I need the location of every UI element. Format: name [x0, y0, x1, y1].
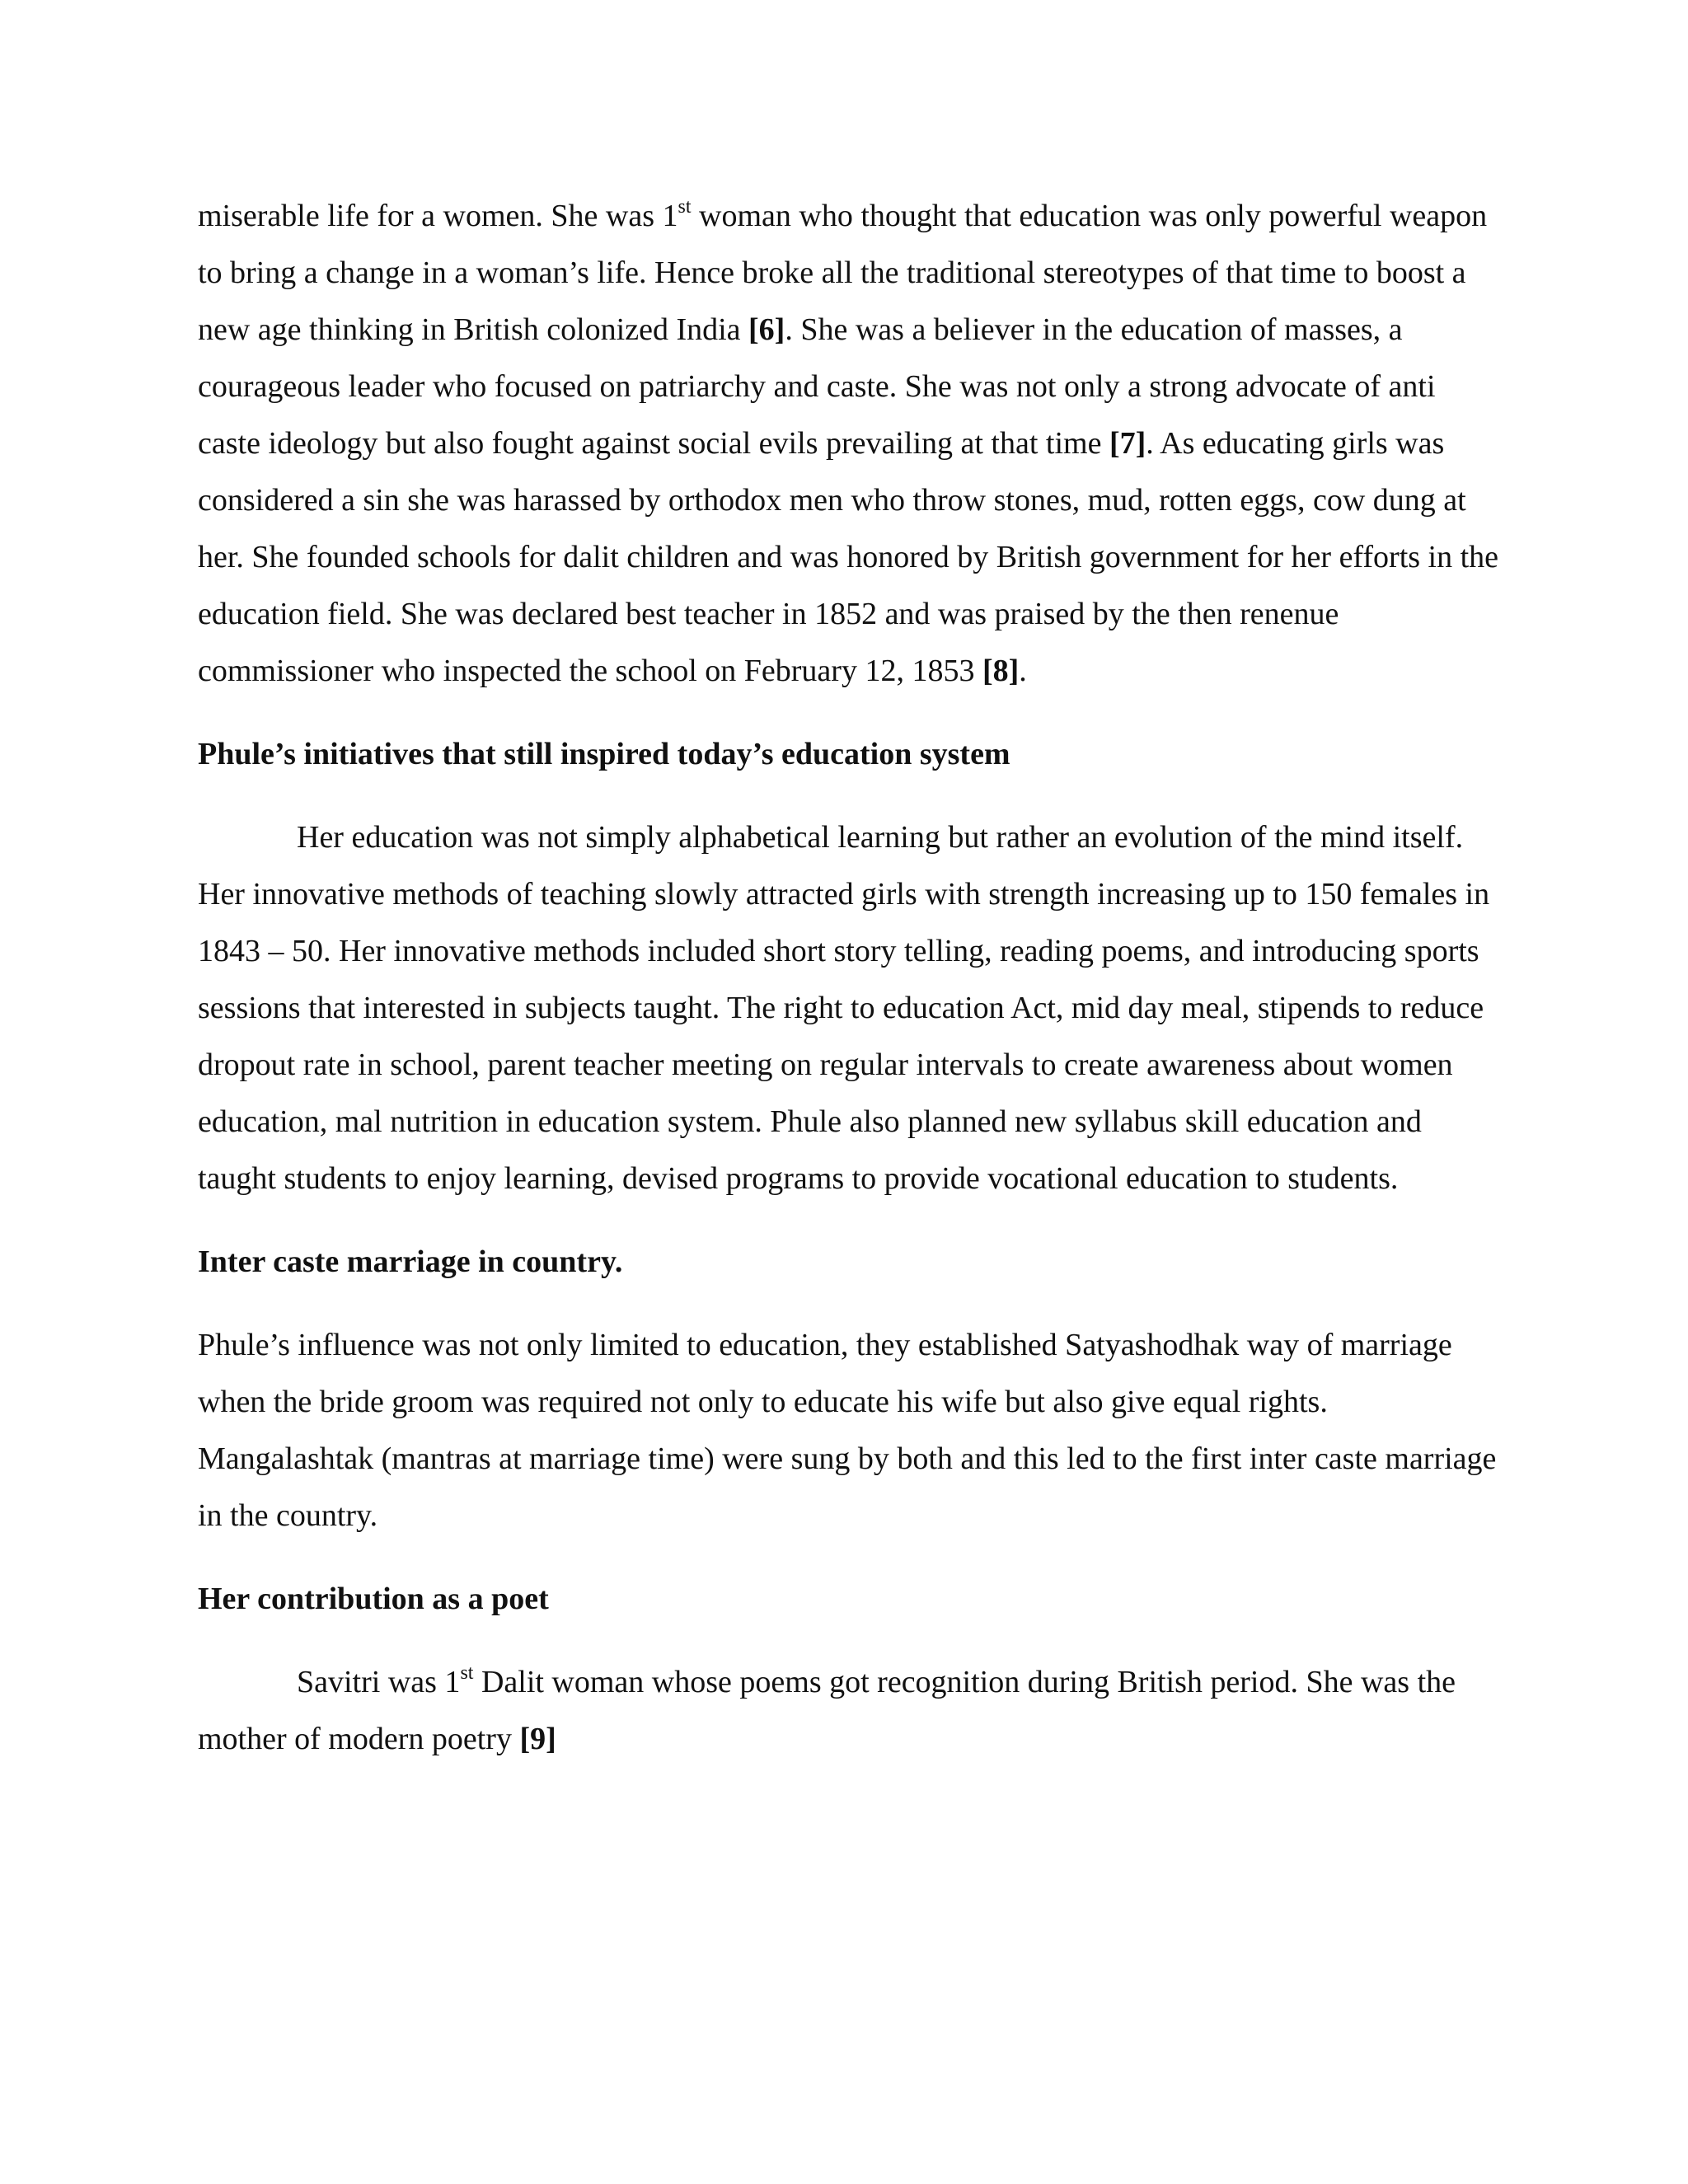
section-heading-initiatives: Phule’s initiatives that still inspired today’s education system	[198, 737, 1010, 771]
paragraph-poet	[198, 1654, 1500, 1768]
citation-ref: [9]	[519, 1722, 556, 1756]
citation-ref: [8]	[982, 654, 1020, 688]
paragraph-education-reformer	[198, 188, 1500, 700]
paragraph-text: miserable life for a women. She was 1	[198, 199, 678, 233]
section-heading-poet: Her contribution as a poet	[198, 1582, 549, 1616]
document-body	[198, 188, 1500, 1768]
citation-ref: [7]	[1109, 426, 1146, 461]
paragraph-text: Dalit woman whose poems got recognition during British period. She was the mother of modern poetry	[198, 1665, 1456, 1756]
citation-ref: [6]	[748, 312, 785, 347]
paragraph-initiatives: Her education was not simply alphabetical learning but rather an evolution of the mind itself. Her innovative methods of teaching slowly attracted girls with strength increasing up to 150 females in 1843 – 50. Her innovative methods included short story telling, reading poems, and introducing sports sessions that interested in subjects taught. The right to education Act, mid day meal, stipends to reduce dropout rate in school, parent teacher meeting on regular intervals to create awareness about women education, mal nutrition in education system. Phule also planned new syllabus skill education and taught students to enjoy learning, devised programs to provide vocational education to students.	[198, 820, 1490, 1196]
paragraph-text: Savitri was 1	[297, 1665, 461, 1699]
section-heading-inter-caste: Inter caste marriage in country.	[198, 1244, 623, 1279]
paragraph-text: woman who thought that education was only powerful weapon to bring a change in a woman’s life. Hence broke all the traditional stereotypes of that time to boost a new age thinking in British colonized India	[198, 199, 1488, 347]
paragraph-inter-caste: Phule’s influence was not only limited to education, they established Satyashodhak way of marriage when the bride groom was required not only to educate his wife but also give equal rights. Mangalashtak (mantras at marriage time) were sung by both and this led to the first inter caste marriage in the country.	[198, 1328, 1497, 1533]
paragraph-text: . As educating girls was considered a sin she was harassed by orthodox men who throw stones, mud, rotten eggs, cow dung at her. She founded schools for dalit children and was honored by British government for her efforts in the education field. She was declared best teacher in 1852 and was praised by the then renenue commissioner who inspected the school on February 12, 1853	[198, 426, 1499, 688]
ordinal-superscript: st	[678, 196, 692, 218]
paragraph-text: .	[1019, 654, 1027, 688]
ordinal-superscript: st	[460, 1662, 474, 1685]
paragraph-text: . She was a believer in the education of masses, a courageous leader who focused on patriarchy and caste. She was not only a strong advocate of anti caste ideology but also fought against social evils prevailing at that time	[198, 312, 1436, 461]
